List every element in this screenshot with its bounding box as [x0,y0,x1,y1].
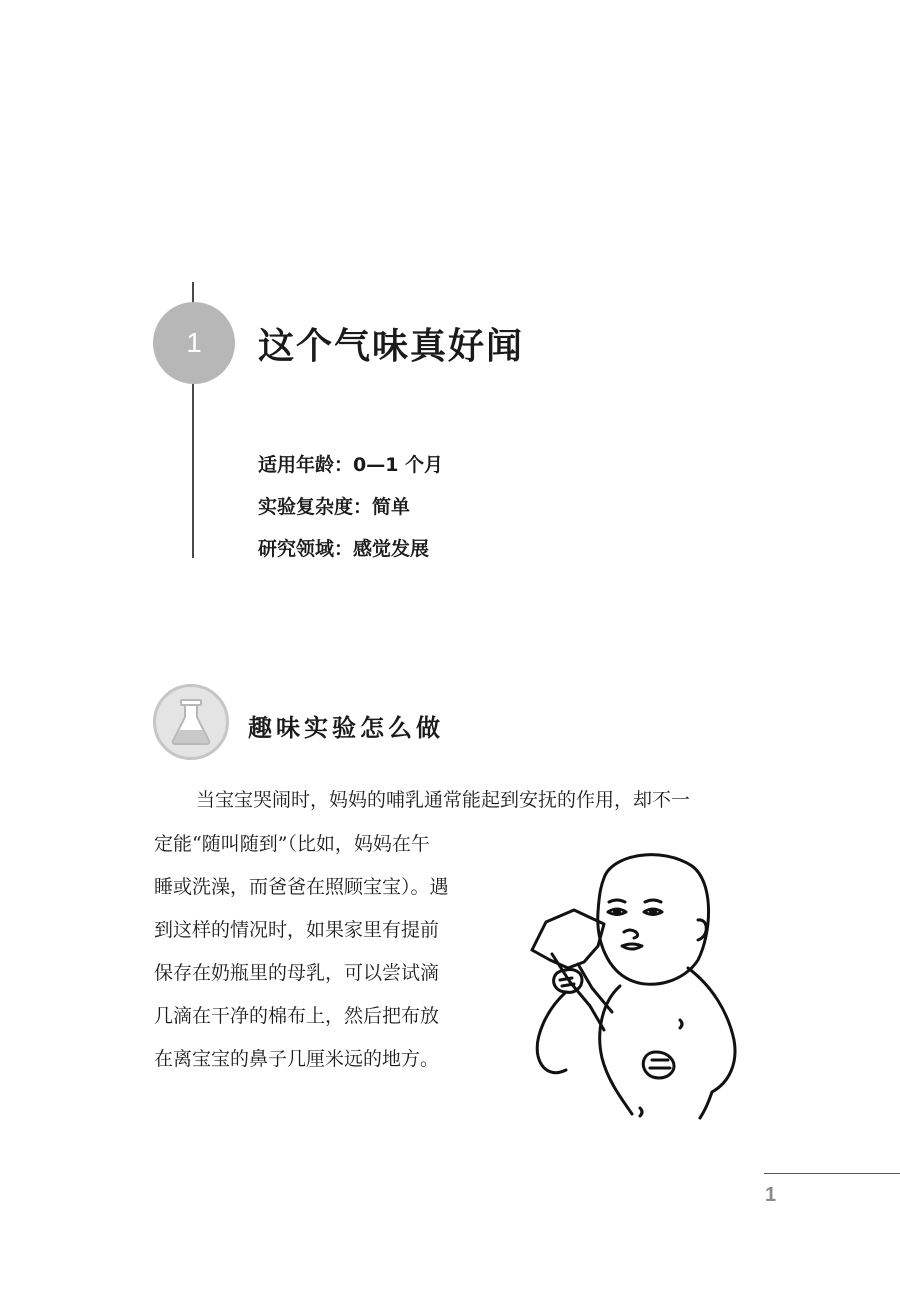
paragraph-line: 到这样的情况时，如果家里有提前 [154,919,440,941]
paragraph-first-line: 当宝宝哭闹时，妈妈的哺乳通常能起到安抚的作用，却不一 [196,789,691,811]
meta-complexity: 实验复杂度：简单 [258,496,411,518]
paragraph-line: 几滴在干净的棉布上，然后把布放 [154,1005,440,1027]
section-title: 趣味实验怎么做 [248,713,444,742]
baby-with-cloth-illustration [512,842,754,1120]
chapter-number: 1 [186,327,202,358]
meta-field: 研究领域：感觉发展 [258,538,430,560]
chapter-title: 这个气味真好闻 [258,326,525,367]
chapter-number-badge [153,302,235,384]
paragraph-line: 在离宝宝的鼻子几厘米远的地方。 [154,1048,440,1070]
paragraph-line: 保存在奶瓶里的母乳，可以尝试滴 [154,962,440,984]
footer-rule [764,1173,900,1174]
paragraph-line: 睡或洗澡，而爸爸在照顾宝宝）。遇 [154,876,449,898]
paragraph-line: 定能“随叫随到”（比如，妈妈在午 [154,833,430,855]
flask-icon [153,684,229,760]
page-number: 1 [765,1184,777,1206]
meta-age: 适用年龄：0—1 个月 [258,454,444,476]
